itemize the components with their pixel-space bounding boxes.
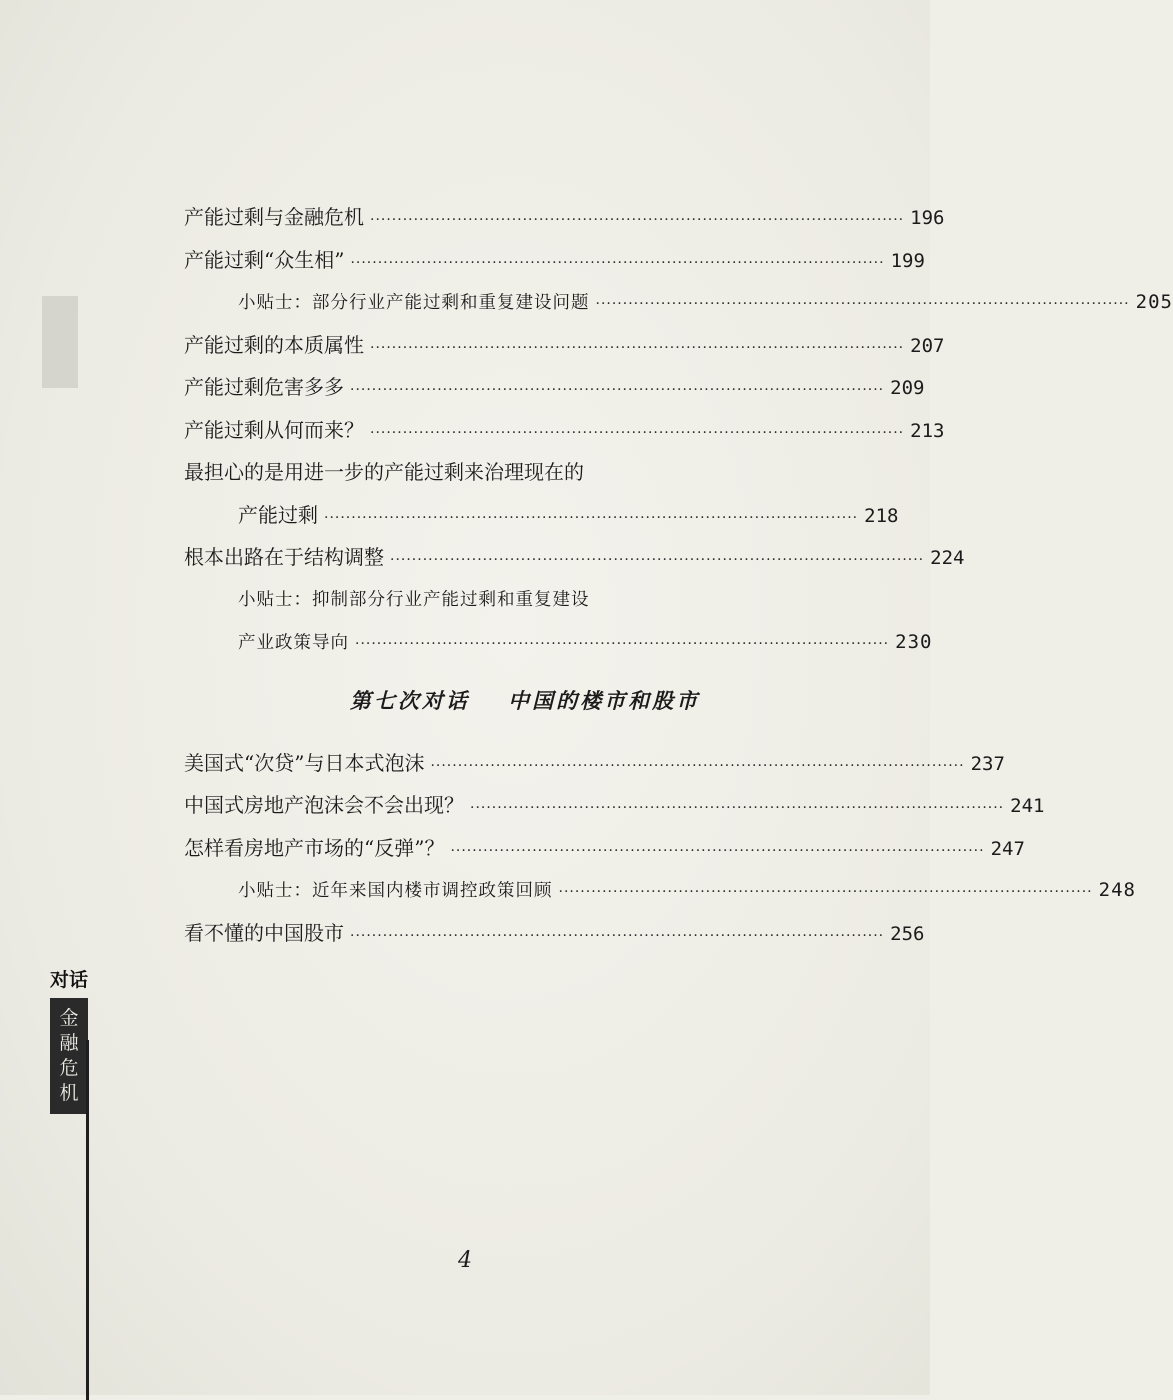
side-tab-char: 金 — [59, 1007, 79, 1029]
toc-entry-title: 产能过剩“众生相” — [184, 247, 345, 272]
toc-entry[interactable] — [184, 196, 945, 239]
toc-tip-long-line1[interactable] — [184, 579, 866, 622]
toc-page-number: 196 — [910, 207, 945, 229]
toc-page-number: 205 — [1135, 291, 1173, 313]
toc-page-number: 218 — [864, 504, 899, 527]
toc-entry[interactable] — [184, 536, 965, 579]
toc-tip-long-line2[interactable] — [184, 621, 933, 664]
leader-dots: ·································································································· — [370, 212, 905, 228]
toc-entry-long-line1[interactable] — [184, 451, 866, 494]
side-tab-char: 融 — [59, 1032, 79, 1054]
bleed-through-tab — [42, 296, 78, 388]
leader-dots: ·································································································· — [470, 800, 1005, 816]
toc-entry[interactable] — [184, 784, 1045, 827]
toc-entry-title: 看不懂的中国股市 — [184, 920, 344, 945]
leader-dots: ·································································································· — [390, 552, 925, 568]
toc-entry-long-line2[interactable] — [184, 494, 899, 537]
toc-tip-entry[interactable] — [184, 869, 1136, 912]
toc-page-number: 213 — [910, 419, 945, 442]
toc-page-number: 199 — [890, 249, 925, 272]
toc-entry[interactable] — [184, 827, 1025, 870]
toc-entry-title: 最担心的是用进一步的产能过剩来治理现在的 — [184, 460, 584, 484]
leader-dots: ·································································································· — [450, 842, 985, 859]
section-title: 中国的楼市和股市 — [508, 687, 701, 713]
side-tab-char: 机 — [59, 1082, 79, 1104]
side-tab-box — [50, 998, 88, 1114]
toc-entry-title: 小贴士：部分行业产能过剩和重复建设问题 — [238, 293, 590, 313]
toc-group-c — [184, 742, 1136, 955]
side-tab — [50, 968, 88, 1114]
toc-page-number: 256 — [890, 922, 925, 945]
leader-dots: ·································································································· — [558, 884, 1093, 900]
side-tab-top: 对话 — [50, 969, 89, 991]
toc-entry[interactable] — [184, 912, 925, 955]
section-number: 第七次对话 — [349, 687, 470, 713]
toc-tip-entry[interactable] — [184, 281, 1173, 324]
toc-entry-title: 产能过剩的本质属性 — [184, 332, 364, 357]
leader-dots: ·································································································· — [370, 339, 905, 356]
toc-entry-title: 怎样看房地产市场的“反弹”？ — [184, 835, 445, 860]
toc-entry[interactable] — [184, 742, 1005, 785]
toc-entry[interactable] — [184, 366, 925, 409]
leader-dots: ·································································································· — [370, 424, 905, 441]
toc-entry-title: 产能过剩危害多多 — [184, 375, 344, 399]
toc-entry-title: 美国式“次贷”与日本式泡沫 — [184, 750, 425, 775]
toc-page-number: 248 — [1098, 879, 1136, 901]
toc-page-number: 209 — [890, 377, 925, 399]
toc-page-number: 224 — [930, 547, 965, 569]
toc-entry-title: 产业政策导向 — [238, 633, 349, 653]
leader-dots: ·································································································· — [355, 636, 890, 652]
table-of-contents — [184, 196, 1173, 954]
toc-entry-title: 产能过剩从何而来？ — [184, 417, 364, 442]
toc-page-number: 207 — [910, 334, 945, 357]
leader-dots: ·································································································· — [350, 254, 885, 271]
toc-page-number: 230 — [895, 631, 933, 653]
toc-page-number: 241 — [1010, 795, 1045, 817]
toc-entry-title: 中国式房地产泡沫会不会出现？ — [184, 793, 464, 817]
leader-dots: ·································································································· — [350, 927, 885, 944]
toc-group-a — [184, 196, 1173, 451]
leader-dots: ·································································································· — [595, 296, 1130, 312]
toc-page-number: 237 — [970, 752, 1005, 775]
section-heading — [184, 670, 866, 732]
side-rule — [86, 1040, 89, 1400]
toc-entry[interactable] — [184, 409, 945, 452]
toc-entry-title: 小贴士：近年来国内楼市调控政策回顾 — [238, 881, 553, 901]
toc-entry-title: 产能过剩与金融危机 — [184, 205, 364, 229]
toc-page-number: 247 — [990, 837, 1025, 860]
side-tab-char: 危 — [59, 1057, 79, 1079]
toc-entry-title: 产能过剩 — [238, 502, 318, 527]
leader-dots: ·································································································· — [350, 382, 885, 398]
leader-dots: ·································································································· — [430, 757, 965, 774]
page-number: 4 — [458, 1248, 472, 1273]
toc-entry-title: 小贴士：抑制部分行业产能过剩和重复建设 — [238, 589, 590, 610]
toc-entry-title: 根本出路在于结构调整 — [184, 545, 384, 569]
toc-entry[interactable] — [184, 239, 925, 282]
toc-entry[interactable] — [184, 324, 945, 367]
leader-dots: ·································································································· — [324, 509, 859, 526]
